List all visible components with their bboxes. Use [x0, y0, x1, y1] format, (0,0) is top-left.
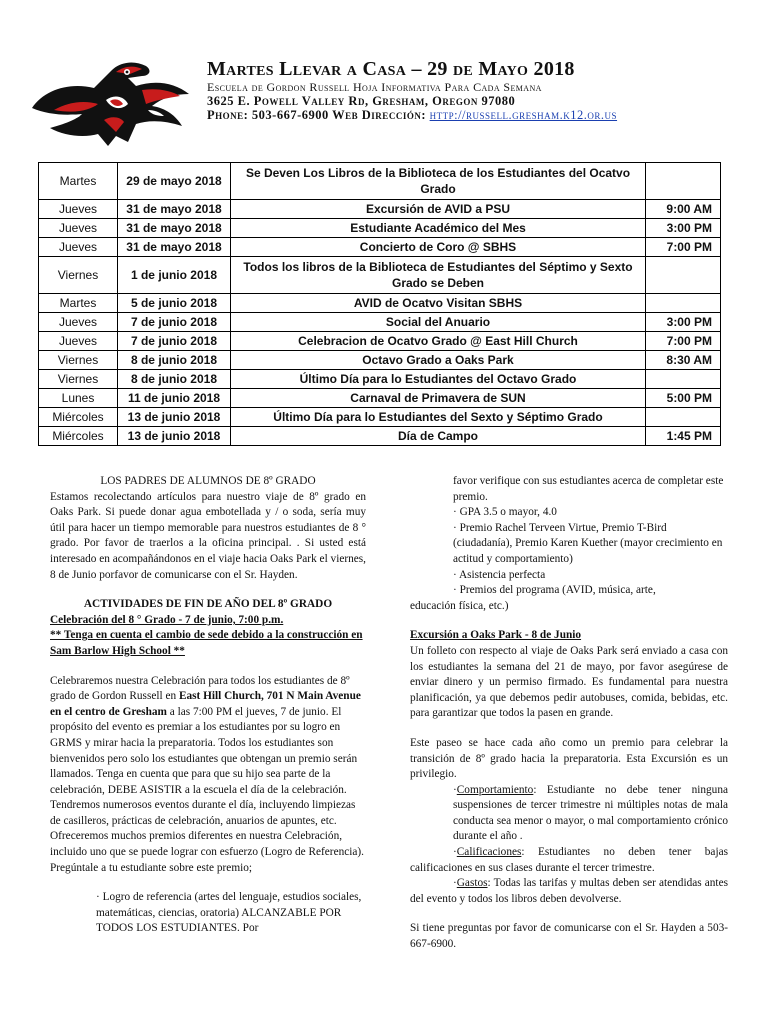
event-time: 9:00 AM	[646, 200, 721, 219]
web-link[interactable]: http://russell.gresham.k12.or.us	[429, 108, 618, 122]
award-continued: favor verifique con sus estudiantes acerca de completar este premio.	[453, 475, 724, 503]
event-date: 13 de junio 2018	[118, 427, 231, 446]
event-time: 3:00 PM	[646, 313, 721, 332]
contact-line	[207, 108, 727, 122]
event-time: 1:45 PM	[646, 427, 721, 446]
event-day: Viernes	[39, 370, 118, 389]
event-day: Miércoles	[39, 408, 118, 427]
award-gpa: · GPA 3.5 o mayor, 4.0	[453, 506, 557, 519]
event-name: Todos los libros de la Biblioteca de Estudiantes del Séptimo y Sexto Grado se Deben	[231, 257, 646, 294]
celebration-paragraph	[50, 674, 366, 877]
behavior-text: : Estudiante no debe tener ninguna suspensiones de tercer trimestre ni múltiples notas de mala conducta sea menor o mayor, o mal comportamiento crónico durante el año .	[453, 783, 728, 843]
celebration-text-c: a las 7:00 PM el jueves, 7 de junio. El propósito del evento es premiar a los estudiantes por su logro en GRMS y mirar hacia la preparatoria. Todos los estudiantes son bienvenidos pero solo los estudiantes que obtengan un premio serán llamados. Tenga en cuenta que para que su hijo sea parte de la celebración, DEBE ASISTIR a la escuela el día de la celebración. Tendremos numerosos eventos durante el día, incluyendo limpiezas de casilleros, prácticas de celebración, anuarios de apuntes, etc. Ofreceremos muchos premios diferentes en nuestra Celebración, incluido uno que se puede lograr con esfuerzo (Logro de Referencia). Pregúntale a tu estudiante sobre este premio;	[50, 705, 364, 874]
event-time	[646, 370, 721, 389]
event-time: 3:00 PM	[646, 219, 721, 238]
activities-heading: ACTIVIDADES DE FIN DE AÑO DEL 8º GRADO	[83, 598, 333, 611]
event-date: 5 de junio 2018	[118, 294, 231, 313]
event-name: Social del Anuario	[231, 313, 646, 332]
celebration-date: Celebración del 8 ° Grado - 7 de junio, 7:00 p.m.	[50, 613, 284, 626]
grades-requirement: ·Calificaciones: Estudiantes no deben tener bajas calificaciones en sus clases durante el tercer trimestre.	[410, 846, 728, 874]
event-name: Último Día para lo Estudiantes del Octavo Grado	[231, 370, 646, 389]
event-date: 31 de mayo 2018	[118, 238, 231, 257]
event-name: AVID de Ocatvo Visitan SBHS	[231, 294, 646, 313]
table-row	[39, 370, 721, 389]
table-row	[39, 219, 721, 238]
fees-text: : Todas las tarifas y multas deben ser atendidas antes del evento y todos los libros deben devolverse.	[410, 877, 728, 905]
oaks-park-paragraph: Un folleto con respecto al viaje de Oaks Park será enviado a casa con los estudiantes la semana del 21 de mayo, por favor asegúrese de enviar dinero y un permiso firmado. Es fundamental para nuestra planificación, ya que debemos pedir autobuses, comida, bebidas, etc. para garantizar que todos la pasen en grande.	[410, 644, 728, 720]
celebration-venue: East Hill Church, 701 N Main Avenue en el centro de Gresham	[50, 690, 361, 718]
event-time: 7:00 PM	[646, 332, 721, 351]
table-row	[39, 408, 721, 427]
event-name: Concierto de Coro @ SBHS	[231, 238, 646, 257]
event-date: 31 de mayo 2018	[118, 219, 231, 238]
event-date: 7 de junio 2018	[118, 313, 231, 332]
event-time: 7:00 PM	[646, 238, 721, 257]
award-program: · Premios del programa (AVID, música, arte,	[453, 584, 656, 597]
table-row	[39, 332, 721, 351]
event-time: 8:30 AM	[646, 351, 721, 370]
event-name: Último Día para lo Estudiantes del Sexto y Séptimo Grado	[231, 408, 646, 427]
event-time	[646, 163, 721, 200]
oaks-park-heading: Excursión a Oaks Park - 8 de Junio	[410, 629, 582, 642]
grades-label: Calificaciones	[456, 846, 522, 859]
phone-label: Phone: 503-667-6900 Web Dirección:	[207, 108, 426, 122]
event-day: Jueves	[39, 332, 118, 351]
event-day: Lunes	[39, 389, 118, 408]
table-row	[39, 313, 721, 332]
table-row	[39, 351, 721, 370]
event-name: Estudiante Académico del Mes	[231, 219, 646, 238]
event-day: Martes	[39, 294, 118, 313]
event-name: Octavo Grado a Oaks Park	[231, 351, 646, 370]
event-day: Miércoles	[39, 427, 118, 446]
event-day: Viernes	[39, 351, 118, 370]
newsletter-title: Martes Llevar a Casa – 29 de Mayo 2018	[207, 58, 575, 80]
event-date: 31 de mayo 2018	[118, 200, 231, 219]
right-column	[410, 474, 728, 953]
table-row	[39, 257, 721, 294]
event-date: 8 de junio 2018	[118, 351, 231, 370]
fees-label: Gastos	[456, 877, 488, 890]
behavior-requirement: ·Comportamiento: Estudiante no debe tener ninguna suspensiones de tercer trimestre ni múltiples notas de mala conducta sea menor o mayor, o mal comportamiento crónico durante el año .	[453, 783, 728, 843]
newsletter-subtitle: Escuela de Gordon Russell Hoja Informativa Para Cada Semana	[207, 80, 542, 94]
event-date: 8 de junio 2018	[118, 370, 231, 389]
event-day: Jueves	[39, 219, 118, 238]
award-attendance: · Asistencia perfecta	[453, 568, 546, 581]
contact-paragraph: Si tiene preguntas por favor de comunicarse con el Sr. Hayden a 503-667-6900.	[410, 922, 728, 951]
parents-paragraph: Estamos recolectando artículos para nuestro viaje de 8º grado en Oaks Park. Si puede donar agua embotellada y / o soda, sería muy útil para hacer un tiempo memorable para nuestros estudiantes de 8 ° grado. Por favor de traerlos a la oficina principal. . Si usted está interesado en acompañándonos en el viaje hacia Oaks Park el viernes, 8 de Junio porfavor de comunicarse con el Sr. Hayden.	[50, 490, 366, 581]
event-day: Martes	[39, 163, 118, 200]
table-row	[39, 427, 721, 446]
table-row	[39, 389, 721, 408]
event-date: 13 de junio 2018	[118, 408, 231, 427]
award-program-cont: educación física, etc.)	[410, 599, 509, 612]
fees-requirement: ·Gastos: Todas las tarifas y multas deben ser atendidas antes del evento y todos los libros deben devolverse.	[410, 877, 728, 905]
school-address: 3625 E. Powell Valley Rd, Gresham, Oregon 97080	[207, 94, 516, 108]
event-day: Jueves	[39, 200, 118, 219]
parents-heading: LOS PADRES DE ALUMNOS DE 8º GRADO	[100, 475, 316, 487]
event-time	[646, 408, 721, 427]
event-name: Se Deven Los Libros de la Biblioteca de los Estudiantes del Ocatvo Grado	[231, 163, 646, 200]
eagle-logo	[24, 50, 194, 150]
event-date: 1 de junio 2018	[118, 257, 231, 294]
event-date: 7 de junio 2018	[118, 332, 231, 351]
event-date: 11 de junio 2018	[118, 389, 231, 408]
table-row	[39, 200, 721, 219]
annual-paragraph: Este paseo se hace cada año como un premio para celebrar la transición de 8º grado hacia la preparatoria. Esta Excursión es un privilegio.	[410, 736, 728, 781]
event-time	[646, 257, 721, 294]
event-name: Día de Campo	[231, 427, 646, 446]
table-row	[39, 294, 721, 313]
event-name: Celebracion de Ocatvo Grado @ East Hill Church	[231, 332, 646, 351]
header	[207, 58, 727, 122]
table-row	[39, 238, 721, 257]
celebration-text-a: Celebraremos nuestra Celebración para todos los estudiantes de 8º grado de Gordon Russell en	[50, 674, 350, 703]
event-name: Carnaval de Primavera de SUN	[231, 389, 646, 408]
events-table	[38, 162, 721, 446]
venue-change-note: ** Tenga en cuenta el cambio de sede debido a la construcción en Sam Barlow High School **	[50, 629, 363, 657]
award-bullet: · Logro de referencia (artes del lenguaje, estudios sociales, matemáticas, ciencias, oratoria) ALCANZABLE POR TODOS LOS ESTUDIANTES. Por	[96, 891, 362, 935]
event-time	[646, 294, 721, 313]
event-date: 29 de mayo 2018	[118, 163, 231, 200]
event-name: Excursión de AVID a PSU	[231, 200, 646, 219]
left-column	[50, 474, 366, 937]
table-row	[39, 163, 721, 200]
event-day: Viernes	[39, 257, 118, 294]
event-day: Jueves	[39, 238, 118, 257]
event-time: 5:00 PM	[646, 389, 721, 408]
awards-list	[410, 474, 728, 599]
grades-text: : Estudiantes no deben tener bajas calificaciones en sus clases durante el tercer trimestre.	[410, 846, 728, 874]
event-day: Jueves	[39, 313, 118, 332]
behavior-label: Comportamiento	[456, 783, 534, 796]
award-premio: · Premio Rachel Terveen Virtue, Premio T-Bird (ciudadanía), Premio Karen Kuether (mayor crecimiento en actitud y comportamiento)	[453, 521, 723, 565]
